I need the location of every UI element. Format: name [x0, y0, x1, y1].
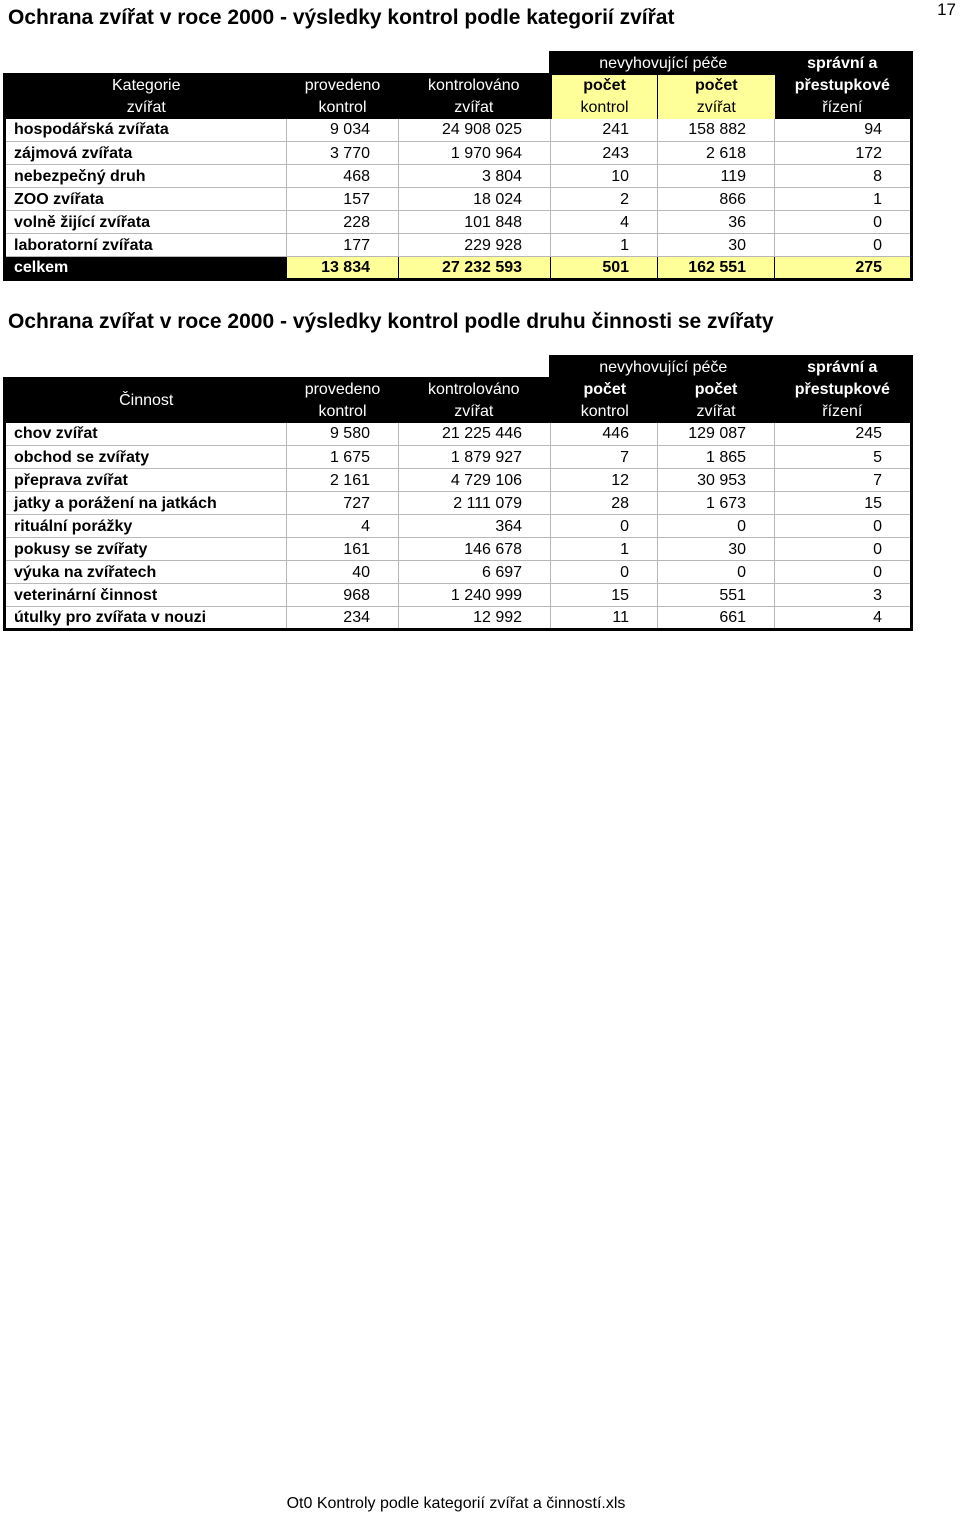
cell-pocet-zvirat: 30 [658, 234, 775, 257]
table-row [5, 538, 912, 561]
total-pocet-zvirat: 162 551 [658, 257, 775, 280]
cell-provedeno: 968 [287, 584, 399, 607]
cell-spravni: 5 [775, 446, 912, 469]
table-row [5, 469, 912, 492]
cell-kontrolovano: 24 908 025 [399, 119, 551, 142]
header-pocet-kontrol-1: počet [551, 379, 658, 401]
cell-pocet-zvirat: 36 [658, 211, 775, 234]
table-row [5, 561, 912, 584]
row-label: přeprava zvířat [5, 469, 287, 492]
cell-pocet-zvirat: 661 [658, 607, 775, 630]
total-label: celkem [5, 257, 287, 280]
table-row [5, 142, 912, 165]
page-number: 17 [937, 0, 956, 19]
header-spravni-2: přestupkové [775, 75, 912, 97]
row-label: volně žijící zvířata [5, 211, 287, 234]
table1-title: Ochrana zvířat v roce 2000 - výsledky kontrol podle kategorií zvířat [8, 6, 675, 29]
row-label: jatky a porážení na jatkách [5, 492, 287, 515]
header-kontrolovano-1: kontrolováno [399, 75, 551, 97]
cell-spravni: 7 [775, 469, 912, 492]
cell-kontrolovano: 3 804 [399, 165, 551, 188]
header-provedeno-1: provedeno [287, 75, 399, 97]
table-row [5, 423, 912, 446]
table-row [5, 119, 912, 142]
cell-kontrolovano: 1 879 927 [399, 446, 551, 469]
cell-kontrolovano: 18 024 [399, 188, 551, 211]
cell-pocet-kontrol: 0 [551, 515, 658, 538]
header-group-nevyhovujici-pece: nevyhovující péče [551, 53, 775, 75]
header-pocet-zvirat-2: zvířat [658, 97, 775, 119]
cell-pocet-kontrol: 4 [551, 211, 658, 234]
header-pocet-kontrol-1: počet [551, 75, 658, 97]
table-row [5, 584, 912, 607]
cell-provedeno: 4 [287, 515, 399, 538]
cell-kontrolovano: 12 992 [399, 607, 551, 630]
row-label: hospodářská zvířata [5, 119, 287, 142]
header-pocet-zvirat-1: počet [658, 75, 775, 97]
table2-title: Ochrana zvířat v roce 2000 - výsledky kontrol podle druhu činnosti se zvířaty [8, 310, 774, 333]
header-pocet-zvirat-2: zvířat [658, 401, 775, 423]
cell-spravni: 8 [775, 165, 912, 188]
row-label: ZOO zvířata [5, 188, 287, 211]
cell-pocet-kontrol: 0 [551, 561, 658, 584]
cell-spravni: 0 [775, 211, 912, 234]
total-pocet-kontrol: 501 [551, 257, 658, 280]
cell-kontrolovano: 4 729 106 [399, 469, 551, 492]
cell-pocet-zvirat: 0 [658, 561, 775, 584]
row-label: veterinární činnost [5, 584, 287, 607]
header-spravni-1: správní a [775, 357, 912, 379]
header-provedeno-1: provedeno [287, 379, 399, 401]
cell-spravni: 94 [775, 119, 912, 142]
cell-kontrolovano: 1 240 999 [399, 584, 551, 607]
cell-spravni: 15 [775, 492, 912, 515]
table-by-activity [3, 355, 913, 631]
header-pocet-kontrol-2: kontrol [551, 97, 658, 119]
cell-pocet-zvirat: 1 673 [658, 492, 775, 515]
header-spravni-1: správní a [775, 53, 912, 75]
total-spravni: 275 [775, 257, 912, 280]
cell-pocet-kontrol: 2 [551, 188, 658, 211]
table-row [5, 515, 912, 538]
cell-pocet-kontrol: 241 [551, 119, 658, 142]
cell-provedeno: 9 580 [287, 423, 399, 446]
table-row [5, 188, 912, 211]
cell-provedeno: 177 [287, 234, 399, 257]
cell-kontrolovano: 6 697 [399, 561, 551, 584]
row-label: zájmová zvířata [5, 142, 287, 165]
cell-spravni: 1 [775, 188, 912, 211]
header-kontrolovano-1: kontrolováno [399, 379, 551, 401]
header-spravni-2: přestupkové [775, 379, 912, 401]
cell-kontrolovano: 146 678 [399, 538, 551, 561]
header-pocet-zvirat-1: počet [658, 379, 775, 401]
cell-spravni: 245 [775, 423, 912, 446]
cell-provedeno: 234 [287, 607, 399, 630]
cell-kontrolovano: 364 [399, 515, 551, 538]
row-label: laboratorní zvířata [5, 234, 287, 257]
header-provedeno-2: kontrol [287, 97, 399, 119]
header-provedeno-2: kontrol [287, 401, 399, 423]
row-label: chov zvířat [5, 423, 287, 446]
total-kontrolovano: 27 232 593 [399, 257, 551, 280]
cell-pocet-kontrol: 28 [551, 492, 658, 515]
cell-provedeno: 2 161 [287, 469, 399, 492]
header-cinnost: Činnost [5, 379, 287, 423]
header-kategorie-2: zvířat [5, 97, 287, 119]
footer-filename: Ot0 Kontroly podle kategorií zvířat a činností.xls [286, 1495, 626, 1512]
header-spravni-3: řízení [775, 401, 912, 423]
row-label: výuka na zvířatech [5, 561, 287, 584]
cell-pocet-zvirat: 0 [658, 515, 775, 538]
cell-spravni: 0 [775, 538, 912, 561]
table-by-animal-category [3, 51, 913, 281]
header-kontrolovano-2: zvířat [399, 401, 551, 423]
cell-pocet-kontrol: 1 [551, 538, 658, 561]
cell-pocet-zvirat: 1 865 [658, 446, 775, 469]
table-row [5, 211, 912, 234]
cell-spravni: 0 [775, 234, 912, 257]
cell-kontrolovano: 21 225 446 [399, 423, 551, 446]
cell-pocet-zvirat: 2 618 [658, 142, 775, 165]
cell-pocet-zvirat: 158 882 [658, 119, 775, 142]
cell-spravni: 4 [775, 607, 912, 630]
cell-pocet-zvirat: 119 [658, 165, 775, 188]
row-label: rituální porážky [5, 515, 287, 538]
row-label: útulky pro zvířata v nouzi [5, 607, 287, 630]
total-row [5, 257, 912, 280]
cell-kontrolovano: 101 848 [399, 211, 551, 234]
cell-pocet-zvirat: 30 [658, 538, 775, 561]
header-spravni-3: řízení [775, 97, 912, 119]
header-kontrolovano-2: zvířat [399, 97, 551, 119]
cell-provedeno: 3 770 [287, 142, 399, 165]
cell-kontrolovano: 1 970 964 [399, 142, 551, 165]
cell-provedeno: 727 [287, 492, 399, 515]
table-row [5, 165, 912, 188]
header-blank [5, 357, 551, 379]
cell-pocet-kontrol: 1 [551, 234, 658, 257]
row-label: pokusy se zvířaty [5, 538, 287, 561]
cell-pocet-kontrol: 7 [551, 446, 658, 469]
cell-pocet-kontrol: 10 [551, 165, 658, 188]
cell-provedeno: 157 [287, 188, 399, 211]
total-provedeno: 13 834 [287, 257, 399, 280]
cell-provedeno: 40 [287, 561, 399, 584]
header-group-nevyhovujici-pece: nevyhovující péče [551, 357, 775, 379]
cell-pocet-kontrol: 12 [551, 469, 658, 492]
table-row [5, 492, 912, 515]
header-pocet-kontrol-2: kontrol [551, 401, 658, 423]
header-kategorie-1: Kategorie [5, 75, 287, 97]
cell-provedeno: 9 034 [287, 119, 399, 142]
cell-provedeno: 161 [287, 538, 399, 561]
header-blank [5, 53, 551, 75]
table-row [5, 234, 912, 257]
cell-spravni: 0 [775, 561, 912, 584]
table-row [5, 607, 912, 630]
cell-pocet-zvirat: 551 [658, 584, 775, 607]
cell-kontrolovano: 2 111 079 [399, 492, 551, 515]
cell-provedeno: 1 675 [287, 446, 399, 469]
cell-pocet-zvirat: 30 953 [658, 469, 775, 492]
row-label: obchod se zvířaty [5, 446, 287, 469]
row-label: nebezpečný druh [5, 165, 287, 188]
cell-spravni: 172 [775, 142, 912, 165]
cell-pocet-zvirat: 129 087 [658, 423, 775, 446]
table-row [5, 446, 912, 469]
cell-pocet-kontrol: 446 [551, 423, 658, 446]
cell-provedeno: 468 [287, 165, 399, 188]
cell-kontrolovano: 229 928 [399, 234, 551, 257]
cell-pocet-kontrol: 243 [551, 142, 658, 165]
cell-spravni: 0 [775, 515, 912, 538]
cell-spravni: 3 [775, 584, 912, 607]
cell-provedeno: 228 [287, 211, 399, 234]
cell-pocet-zvirat: 866 [658, 188, 775, 211]
cell-pocet-kontrol: 11 [551, 607, 658, 630]
cell-pocet-kontrol: 15 [551, 584, 658, 607]
